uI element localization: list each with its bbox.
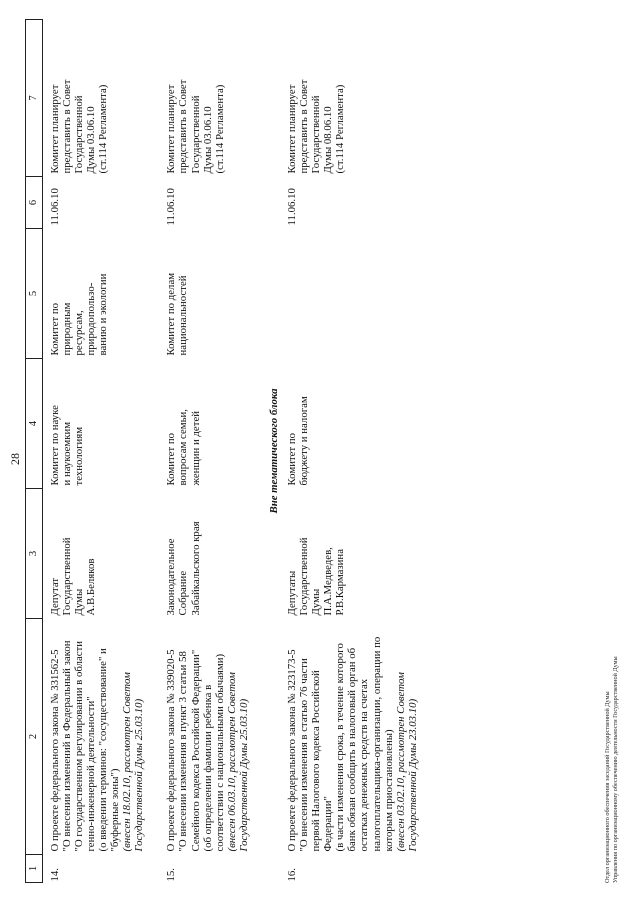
bill-note: Государственной Думы 25.03.10)	[133, 698, 146, 852]
footer-line: Управления по организационному обеспечению деятельности Государственной Думы	[612, 656, 620, 883]
bill-note: Государственной Думы 25.03.10)	[237, 698, 250, 852]
plan-note: Комитет планирует представить в Совет Государственной Думы 03.06.10 (ст.114 Регламента)	[165, 79, 226, 174]
column-header: 4	[26, 359, 43, 489]
column-header: 2	[26, 619, 43, 855]
table-row	[280, 20, 433, 883]
bill-description: О проекте федерального закона № 323173-5 "О внесении изменения в статью 76 части первой Налогового кодекса Российской Федерации" (в части изменения срока, в течение которого банк обязан сообщить в налоговый орган об остатках денежных средств на счетах налогоплательщика-организации, операции по которым приостановлены) (внесен 03.02.10, рассмотрен Советом Государственной Думы 23.03.10)	[280, 619, 433, 855]
table-row	[42, 20, 159, 883]
responsible-committee: Комитет по вопросам семьи, женщин и детей	[165, 409, 202, 486]
bill-description: О проекте федерального закона № 339020-5 "О внесении изменения в пункт 3 статьи 58 Семейного кодекса Российской Федерации" (об определении фамилии ребенка в соответствии с национальными обычаями) (внесен 06.03.10, рассмотрен Советом Государственной Думы 25.03.10)	[159, 619, 264, 855]
co-committee: Комитет по делам национальностей	[165, 272, 190, 356]
co-committee	[280, 229, 433, 359]
bill-note: (внесен 03.02.10, рассмотрен Советом	[394, 672, 407, 852]
header-row	[26, 20, 43, 883]
bill-note: Государственной Думы 23.03.10)	[406, 698, 419, 852]
plan-note: Комитет планирует представить в Совет Государственной Думы 08.06.10 (ст.114 Регламента)	[286, 79, 347, 174]
column-header: 7	[26, 20, 43, 177]
column-header: 1	[26, 855, 43, 883]
section-title: Вне тематического блока	[267, 388, 280, 514]
review-date: 11.06.10	[165, 188, 178, 226]
legislation-table	[25, 19, 433, 883]
bill-author: Законодательное Собрание Забайкальского края	[165, 521, 202, 616]
row-number: 15.	[165, 868, 178, 882]
bill-description: О проекте федерального закона № 331562-5 "О внесении изменений в Федеральный закон "О государственном регулировании в области генно-инженерной деятельности" (о введении терминов: "сосуществование" и "буферные зоны") (внесен 18.02.10, рассмотрен Советом Государственной Думы 25.03.10)	[42, 619, 159, 855]
co-committee: Комитет по природным ресурсам, природопользо- ванию и экологии	[48, 273, 110, 356]
column-header: 3	[26, 489, 43, 619]
responsible-committee: Комитет по науке и наукоемким технологиям	[48, 405, 85, 486]
review-date: 11.06.10	[48, 188, 61, 226]
row-number: 14.	[48, 868, 61, 882]
page-number: 28	[8, 453, 22, 465]
bill-author: Депутат Государственной Думы А.В.Беляков	[48, 537, 97, 616]
bill-author: Депутаты Государственной Думы П.А.Медведев, Р.В.Кармазина	[286, 537, 347, 616]
bill-note: (внесен 06.03.10, рассмотрен Советом	[225, 672, 238, 852]
table-row	[159, 20, 264, 883]
column-header: 5	[26, 229, 43, 359]
page-footer	[604, 656, 621, 883]
footer-line: Отдел организационного обеспечения заседаний Государственной Думы	[604, 691, 611, 883]
row-number: 16.	[286, 868, 298, 882]
column-header: 6	[26, 177, 43, 229]
bill-note: (внесен 18.02.10, рассмотрен Советом	[121, 672, 134, 852]
review-date: 11.06.10	[286, 188, 298, 226]
section-row	[264, 20, 280, 883]
plan-note: Комитет планирует представить в Совет Государственной Думы 03.06.10 (ст.114 Регламента)	[48, 79, 110, 174]
responsible-committee: Комитет по бюджету и налогам	[286, 396, 311, 486]
